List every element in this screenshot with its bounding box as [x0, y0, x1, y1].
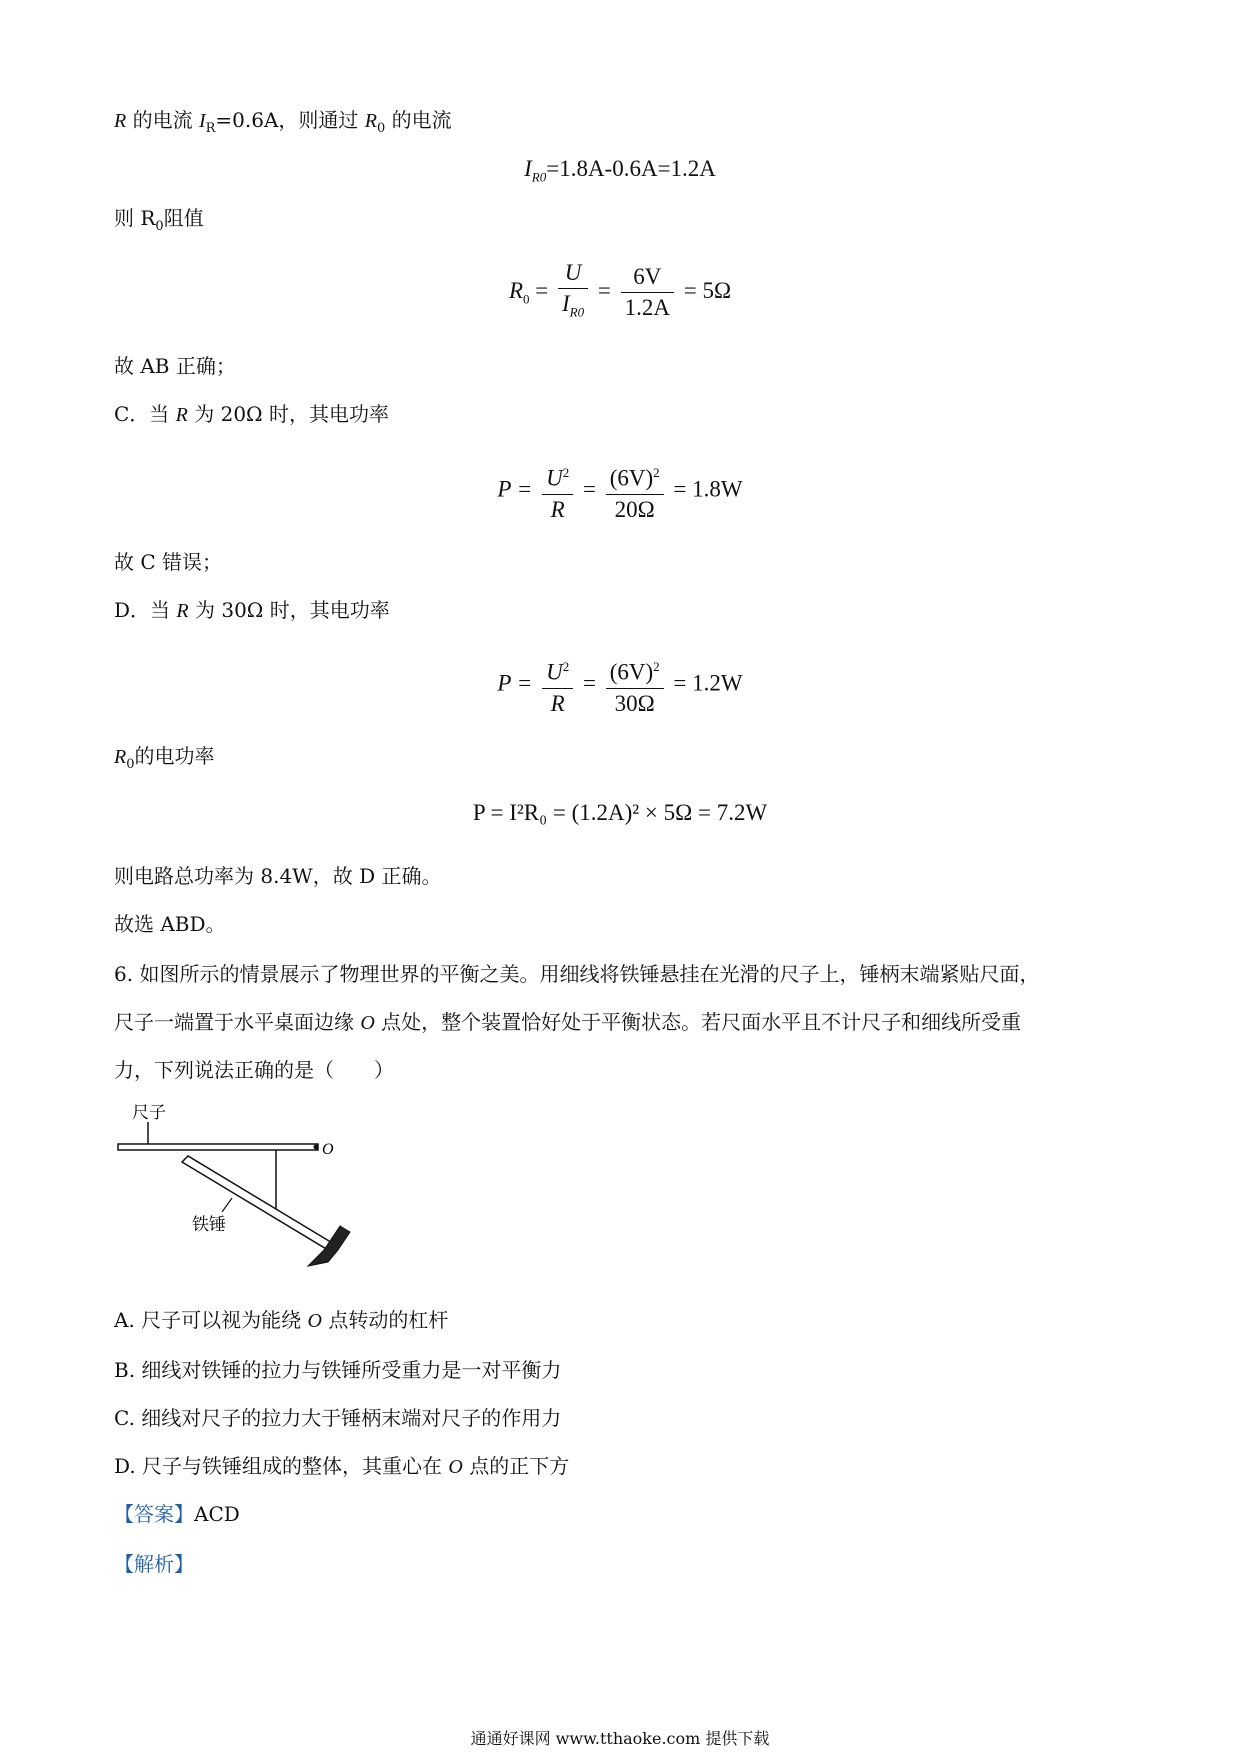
option-b: B. 细线对铁锤的拉力与铁锤所受重力是一对平衡力 — [114, 1358, 562, 1382]
point-o-label: O — [322, 1141, 334, 1158]
answer-label: 【答案】 — [114, 1502, 194, 1526]
option-c: C. 细线对尺子的拉力大于锤柄末端对尺子的作用力 — [114, 1406, 562, 1430]
hammer-label: 铁锤 — [192, 1215, 226, 1235]
question-6-line-2: 尺子一端置于水平桌面边缘 O 点处，整个装置恰好处于平衡状态。若尺面水平且不计尺子和细线所受重 — [114, 1010, 1022, 1034]
text-line-choose-abd: 故选 ABD。 — [114, 912, 226, 936]
answer-line — [114, 1500, 240, 1528]
ruler — [118, 1144, 318, 1150]
equation-power-r0: P = I²R₀ = (1.2A)² × 5Ω = 7.2W — [472, 800, 768, 825]
question-6-line-1: 6. 如图所示的情景展示了物理世界的平衡之美。用细线将铁锤悬挂在光滑的尺子上，锤柄末端紧贴尺面， — [114, 962, 1040, 986]
equation-ir0: $I_{R0}=1.8A-0.6A=1.2A$ — [524, 156, 716, 185]
answer-value: ACD — [194, 1502, 240, 1526]
text-line-option-c: C．当 R 为 20Ω 时，其电功率 — [114, 402, 389, 426]
text-line-total-power: 则电路总功率为 8.4W，故 D 正确。 — [114, 864, 442, 888]
ruler-hammer-figure — [112, 1100, 372, 1270]
text-line-r0-power: $R_0$的电功率 — [114, 744, 215, 772]
text-line-ab-correct: 故 AB 正确； — [114, 354, 236, 378]
equation-power-c: P = $\frac{U^2}{R}$ = $\frac{(6V)^2}{20\Omega}$ = 1.8W — [0, 458, 1240, 525]
equation-r0: $R_0$ = $\frac{U}{I_{R0}}$ = $\frac{6V}{1.2A}$ = 5Ω — [508, 260, 732, 321]
hammer-label-leader — [222, 1198, 232, 1212]
question-6-line-3: 力，下列说法正确的是（ ） — [114, 1058, 394, 1082]
text-line-r0-resistance: 则 $R_0$阻值 — [114, 206, 204, 234]
analysis-label: 【解析】 — [114, 1552, 194, 1576]
analysis-line — [114, 1550, 194, 1578]
point-o-dot — [314, 1145, 319, 1150]
option-a: A. 尺子可以视为能绕 O 点转动的杠杆 — [114, 1308, 449, 1332]
hammer-handle — [182, 1156, 334, 1250]
text-line-option-d: D．当 R 为 30Ω 时，其电功率 — [114, 598, 390, 622]
ruler-label: 尺子 — [132, 1103, 166, 1123]
page-footer: 通通好课网 www.tthaoke.com 提供下载 — [470, 1729, 770, 1748]
option-d: D. 尺子与铁锤组成的整体，其重心在 O 点的正下方 — [114, 1454, 570, 1478]
text-line-c-wrong: 故 C 错误； — [114, 550, 223, 574]
equation-power-d: P = $\frac{U^2}{R}$ = $\frac{(6V)^2}{30\Omega}$ = 1.2W — [0, 652, 1240, 719]
text-line-current-r: R 的电流 $I_R=0.6A$，则通过 $R_0$ 的电流 — [114, 108, 452, 136]
